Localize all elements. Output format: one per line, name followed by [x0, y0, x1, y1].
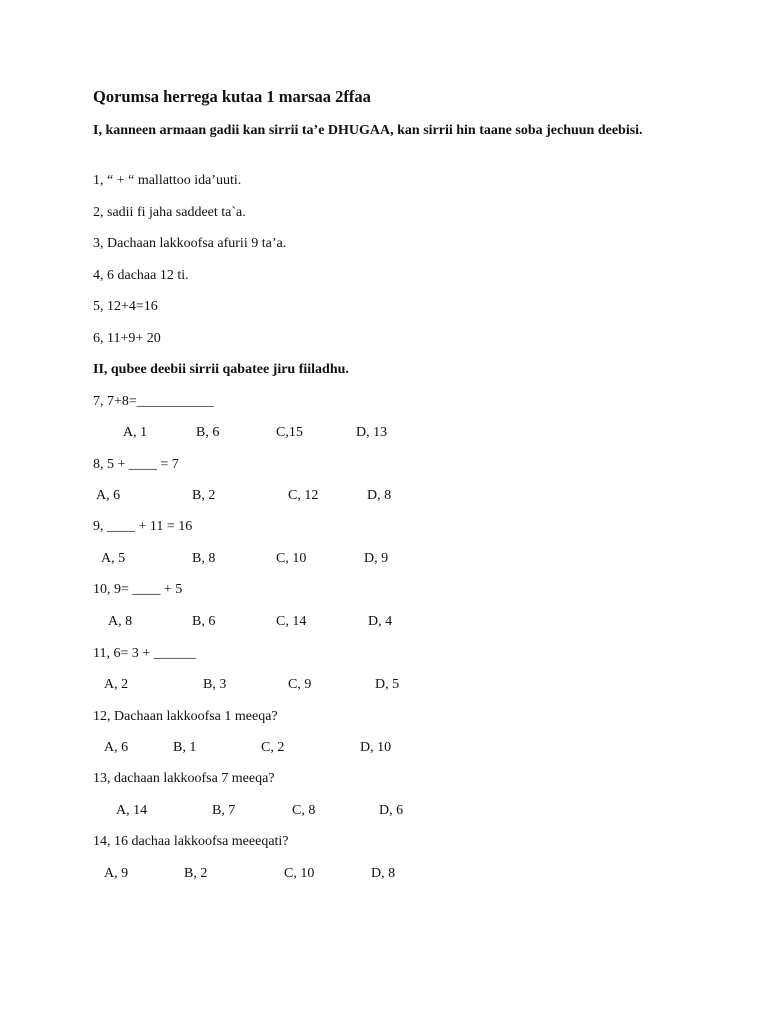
- option-d: D, 6: [379, 803, 404, 818]
- option-d: D, 10: [360, 740, 392, 755]
- option-a: A, 6: [96, 488, 121, 503]
- option-b: B, 1: [173, 740, 197, 755]
- statement-item: 4, 6 dachaa 12 ti.: [93, 268, 189, 283]
- question-text: 11, 6= 3 + ______: [93, 646, 196, 661]
- option-c: C,15: [276, 425, 303, 440]
- question-text: 13, dachaan lakkoofsa 7 meeqa?: [93, 771, 275, 786]
- worksheet-title: Qorumsa herrega kutaa 1 marsaa 2ffaa: [93, 87, 371, 106]
- option-d: D, 8: [371, 866, 396, 881]
- option-d: D, 4: [368, 614, 393, 629]
- option-c: C, 12: [288, 488, 319, 503]
- option-a: A, 14: [116, 803, 148, 818]
- option-c: C, 8: [292, 803, 316, 818]
- option-a: A, 1: [123, 425, 148, 440]
- section1-instruction: I, kanneen armaan gadii kan sirrii ta’e DHUGAA, kan sirrii hin taane soba jechuun deebisi.: [93, 123, 643, 138]
- option-b: B, 6: [196, 425, 220, 440]
- option-c: C, 9: [288, 677, 312, 692]
- statement-item: 6, 11+9+ 20: [93, 331, 161, 346]
- option-c: C, 10: [284, 866, 315, 881]
- option-b: B, 2: [184, 866, 208, 881]
- option-a: A, 9: [104, 866, 129, 881]
- option-a: A, 8: [108, 614, 133, 629]
- section2-instruction: II, qubee deebii sirrii qabatee jiru fiiladhu.: [93, 362, 349, 377]
- question-text: 12, Dachaan lakkoofsa 1 meeqa?: [93, 709, 278, 724]
- statement-item: 3, Dachaan lakkoofsa afurii 9 ta’a.: [93, 236, 287, 251]
- option-a: A, 5: [101, 551, 126, 566]
- option-b: B, 8: [192, 551, 216, 566]
- question-text: 10, 9= ____ + 5: [93, 582, 183, 597]
- option-a: A, 6: [104, 740, 129, 755]
- option-b: B, 6: [192, 614, 216, 629]
- statement-item: 5, 12+4=16: [93, 299, 158, 314]
- question-text: 14, 16 dachaa lakkoofsa meeeqati?: [93, 834, 289, 849]
- option-b: B, 3: [203, 677, 227, 692]
- option-c: C, 2: [261, 740, 285, 755]
- option-a: A, 2: [104, 677, 129, 692]
- statement-item: 2, sadii fi jaha saddeet ta`a.: [93, 205, 246, 220]
- question-text: 8, 5 + ____ = 7: [93, 457, 179, 472]
- question-text: 7, 7+8=___________: [93, 394, 214, 409]
- option-c: C, 10: [276, 551, 307, 566]
- statement-item: 1, “ + “ mallattoo ida’uuti.: [93, 173, 242, 188]
- option-b: B, 2: [192, 488, 216, 503]
- option-b: B, 7: [212, 803, 236, 818]
- option-c: C, 14: [276, 614, 307, 629]
- option-d: D, 5: [375, 677, 400, 692]
- option-d: D, 13: [356, 425, 388, 440]
- question-text: 9, ____ + 11 = 16: [93, 519, 193, 534]
- option-d: D, 9: [364, 551, 389, 566]
- option-d: D, 8: [367, 488, 392, 503]
